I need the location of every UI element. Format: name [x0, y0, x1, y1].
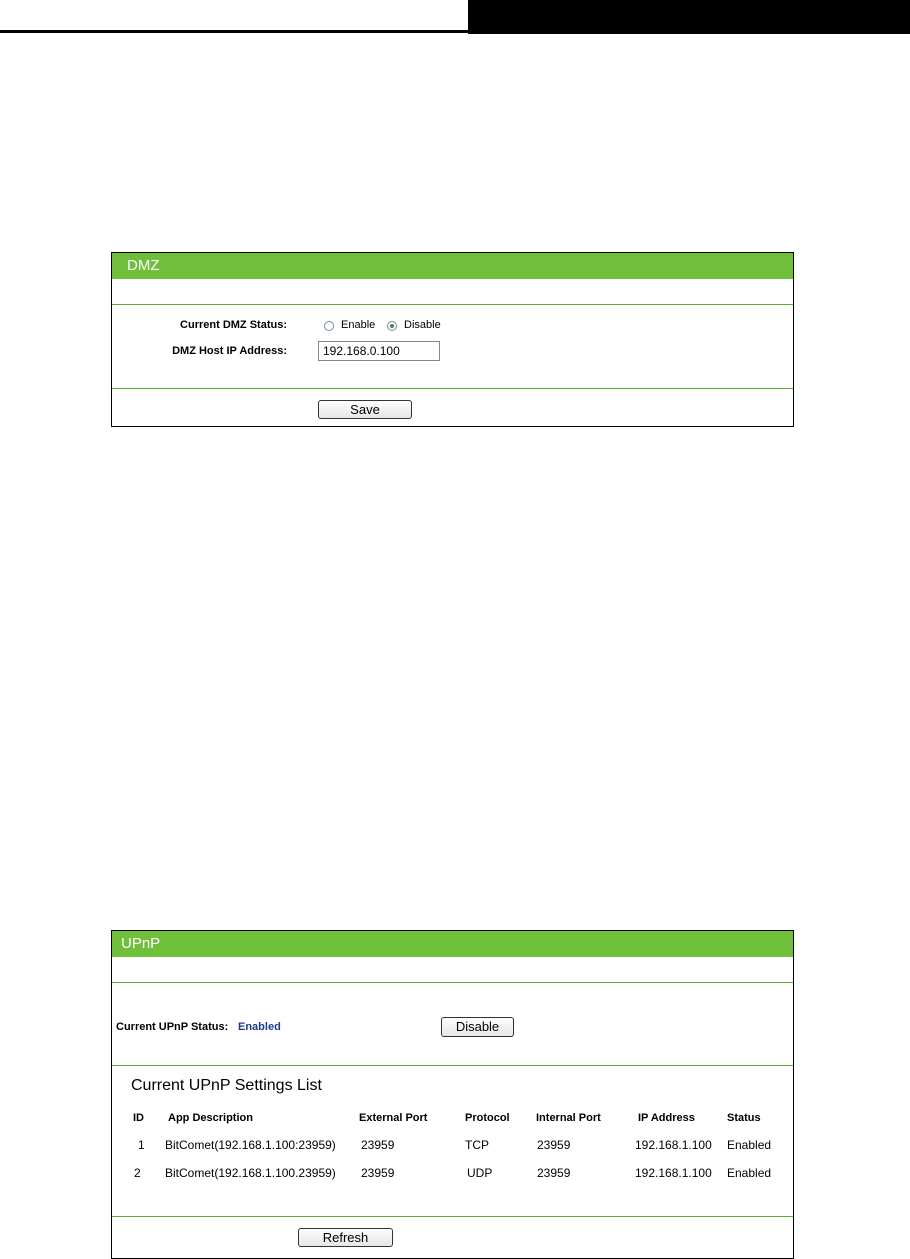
row2-protocol: UDP	[467, 1166, 493, 1180]
col-status: Status	[727, 1112, 761, 1124]
col-ip-address: IP Address	[638, 1112, 695, 1124]
dmz-divider-bottom	[112, 388, 793, 389]
col-internal-port: Internal Port	[536, 1112, 601, 1124]
upnp-panel	[111, 930, 794, 1259]
upnp-status-label: Current UPnP Status:	[116, 1021, 229, 1033]
row2-id: 2	[134, 1166, 141, 1180]
row1-status: Enabled	[727, 1138, 772, 1152]
row2-ext-port: 23959	[361, 1166, 395, 1180]
col-external-port: External Port	[359, 1112, 428, 1124]
upnp-list-title: Current UPnP Settings List	[131, 1077, 322, 1094]
dmz-divider-top	[112, 304, 793, 305]
upnp-divider-3	[112, 1216, 793, 1217]
row2-ip: 192.168.1.100	[635, 1166, 712, 1180]
dmz-status-label: Current DMZ Status:	[180, 319, 287, 331]
row2-status: Enabled	[727, 1166, 772, 1180]
col-id: ID	[133, 1112, 144, 1124]
row2-app: BitComet(192.168.1.100.23959)	[165, 1166, 336, 1180]
dmz-host-label: DMZ Host IP Address:	[172, 345, 287, 357]
dmz-host-ip-input[interactable]: 192.168.0.100	[318, 341, 440, 361]
dmz-enable-radio[interactable]	[324, 321, 334, 331]
dmz-panel	[111, 252, 794, 427]
row1-id: 1	[138, 1138, 145, 1152]
row1-ip: 192.168.1.100	[635, 1138, 712, 1152]
upnp-status-value: Enabled	[238, 1021, 281, 1033]
upnp-divider-2	[112, 1065, 793, 1066]
dmz-disable-radio[interactable]	[387, 321, 397, 331]
refresh-button[interactable]: Refresh	[298, 1228, 393, 1247]
row1-ext-port: 23959	[361, 1138, 395, 1152]
row1-protocol: TCP	[465, 1138, 489, 1152]
upnp-divider-1	[112, 982, 793, 983]
dmz-title: DMZ	[112, 253, 793, 279]
row1-app: BitComet(192.168.1.100:23959)	[165, 1138, 336, 1152]
col-protocol: Protocol	[465, 1112, 510, 1124]
upnp-title: UPnP	[112, 931, 793, 957]
row2-int-port: 23959	[537, 1166, 571, 1180]
row1-int-port: 23959	[537, 1138, 571, 1152]
dmz-enable-label[interactable]: Enable	[341, 319, 376, 331]
col-app-description: App Description	[168, 1112, 253, 1124]
header-block	[468, 0, 910, 34]
upnp-disable-button[interactable]: Disable	[441, 1017, 514, 1037]
header-rule	[0, 30, 470, 33]
save-button[interactable]: Save	[318, 400, 412, 419]
dmz-disable-label[interactable]: Disable	[404, 319, 441, 331]
